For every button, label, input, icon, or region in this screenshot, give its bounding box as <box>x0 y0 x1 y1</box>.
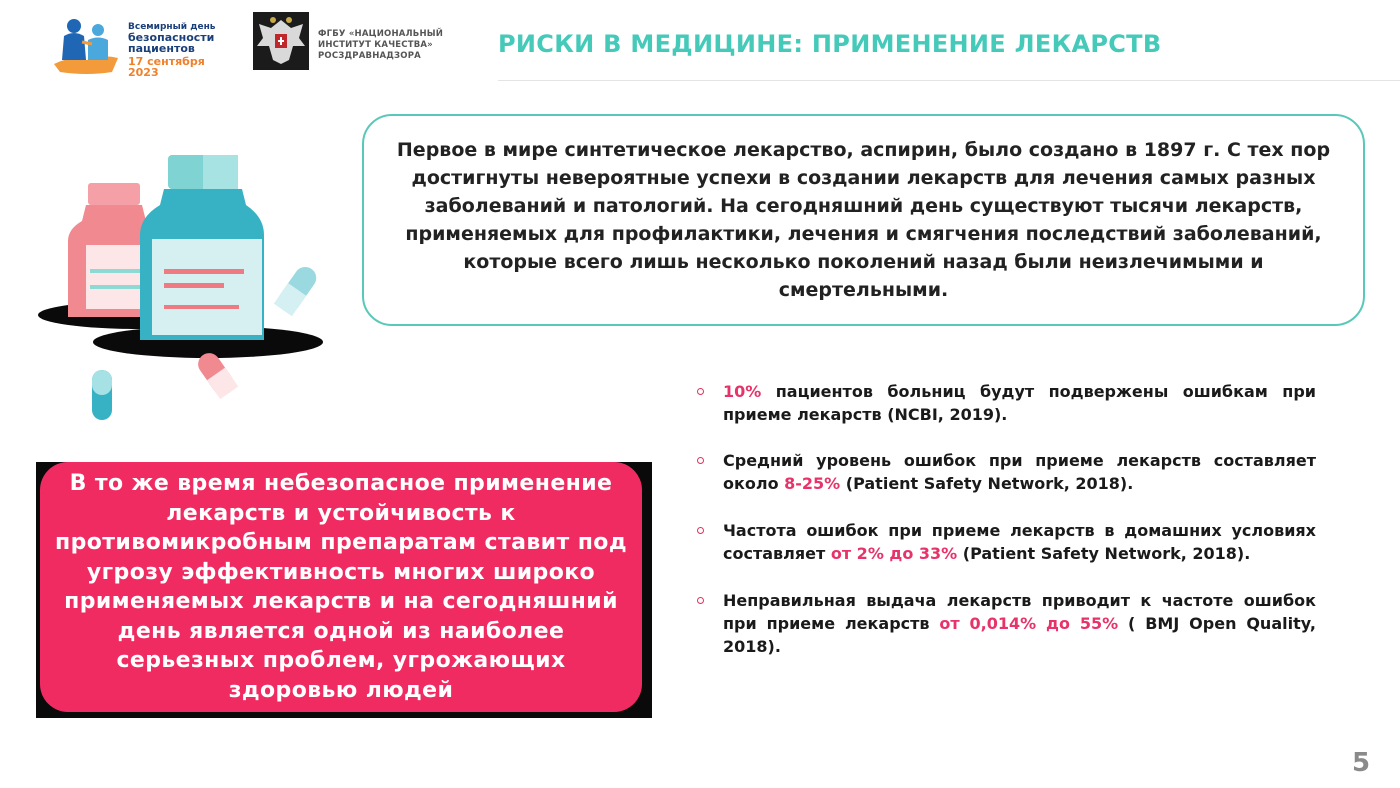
bullet-circle-icon <box>697 597 704 604</box>
stat-text-pre: Частота ошибок при приеме лекарств в домашних условиях составляет <box>723 521 1316 563</box>
stat-highlight: от 0,014% до 55% <box>939 614 1119 633</box>
intro-text: Первое в мире синтетическое лекарство, аспирин, было создано в 1897 г. С тех пор достигнуты невероятные успехи в создании лекарств для лечения самых разных заболеваний и патологий. На сегодняшний день существуют тысячи лекарств, применяемых для профилактики, лечения и смягчения последствий заболеваний, которые всего лишь несколько поколений назад были неизлечимыми и смертельными. <box>396 139 1331 301</box>
stat-highlight: от 2% до 33% <box>830 544 958 563</box>
stat-highlight: 10% <box>723 382 762 401</box>
event-line-2: безопасности <box>128 31 215 44</box>
stat-text-pre: Неправильная выдача лекарств приводит к частоте ошибок при приеме лекарств <box>723 591 1316 633</box>
institute-line-3: РОСЗДРАВНАДЗОРА <box>318 51 421 61</box>
roszdravnadzor-emblem <box>253 12 309 70</box>
stat-text-post: (Patient Safety Network, 2018). <box>957 544 1251 563</box>
stat-item <box>694 519 1316 565</box>
stat-item <box>694 449 1316 495</box>
stat-text-pre: Средний уровень ошибок при приеме лекарств составляет около <box>723 451 1316 493</box>
medicine-bottles-illustration <box>28 145 348 430</box>
event-line-3: пациентов <box>128 42 195 55</box>
patient-safety-day-caption <box>128 22 238 78</box>
stat-text-post: (Patient Safety Network, 2018). <box>840 474 1134 493</box>
stat-highlight: 8-25% <box>784 474 841 493</box>
institute-line-2: ИНСТИТУТ КАЧЕСТВА» <box>318 40 433 50</box>
event-date: 17 сентября 2023 <box>128 55 205 79</box>
stat-item <box>694 380 1316 426</box>
warning-card <box>40 462 642 712</box>
institute-name <box>318 29 458 62</box>
bullet-circle-icon <box>697 457 704 464</box>
stat-item <box>694 589 1316 658</box>
title-divider <box>498 80 1400 81</box>
stat-text-post: пациентов больниц будут подвержены ошибкам при приеме лекарств (NCBI, 2019). <box>723 382 1316 424</box>
statistics-list <box>694 380 1316 682</box>
warning-text: В то же время небезопасное применение лекарств и устойчивость к противомикробным препаратам ставит под угрозу эффективность многих широко применяемых лекарств и на сегодняшний день является одной из наиболее серьезных проблем, угрожающих здоровью людей <box>55 471 627 703</box>
bullet-circle-icon <box>697 388 704 395</box>
stat-text-post: ( BMJ Open Quality, 2018). <box>723 614 1317 656</box>
patient-safety-day-logo <box>52 14 122 76</box>
intro-card <box>362 114 1365 326</box>
institute-line-1: ФГБУ «НАЦИОНАЛЬНЫЙ <box>318 29 444 39</box>
event-line-1: Всемирный день <box>128 22 216 32</box>
page-number: 5 <box>1352 748 1371 778</box>
slide-title: РИСКИ В МЕДИЦИНЕ: ПРИМЕНЕНИЕ ЛЕКАРСТВ <box>498 30 1162 58</box>
bullet-circle-icon <box>697 527 704 534</box>
